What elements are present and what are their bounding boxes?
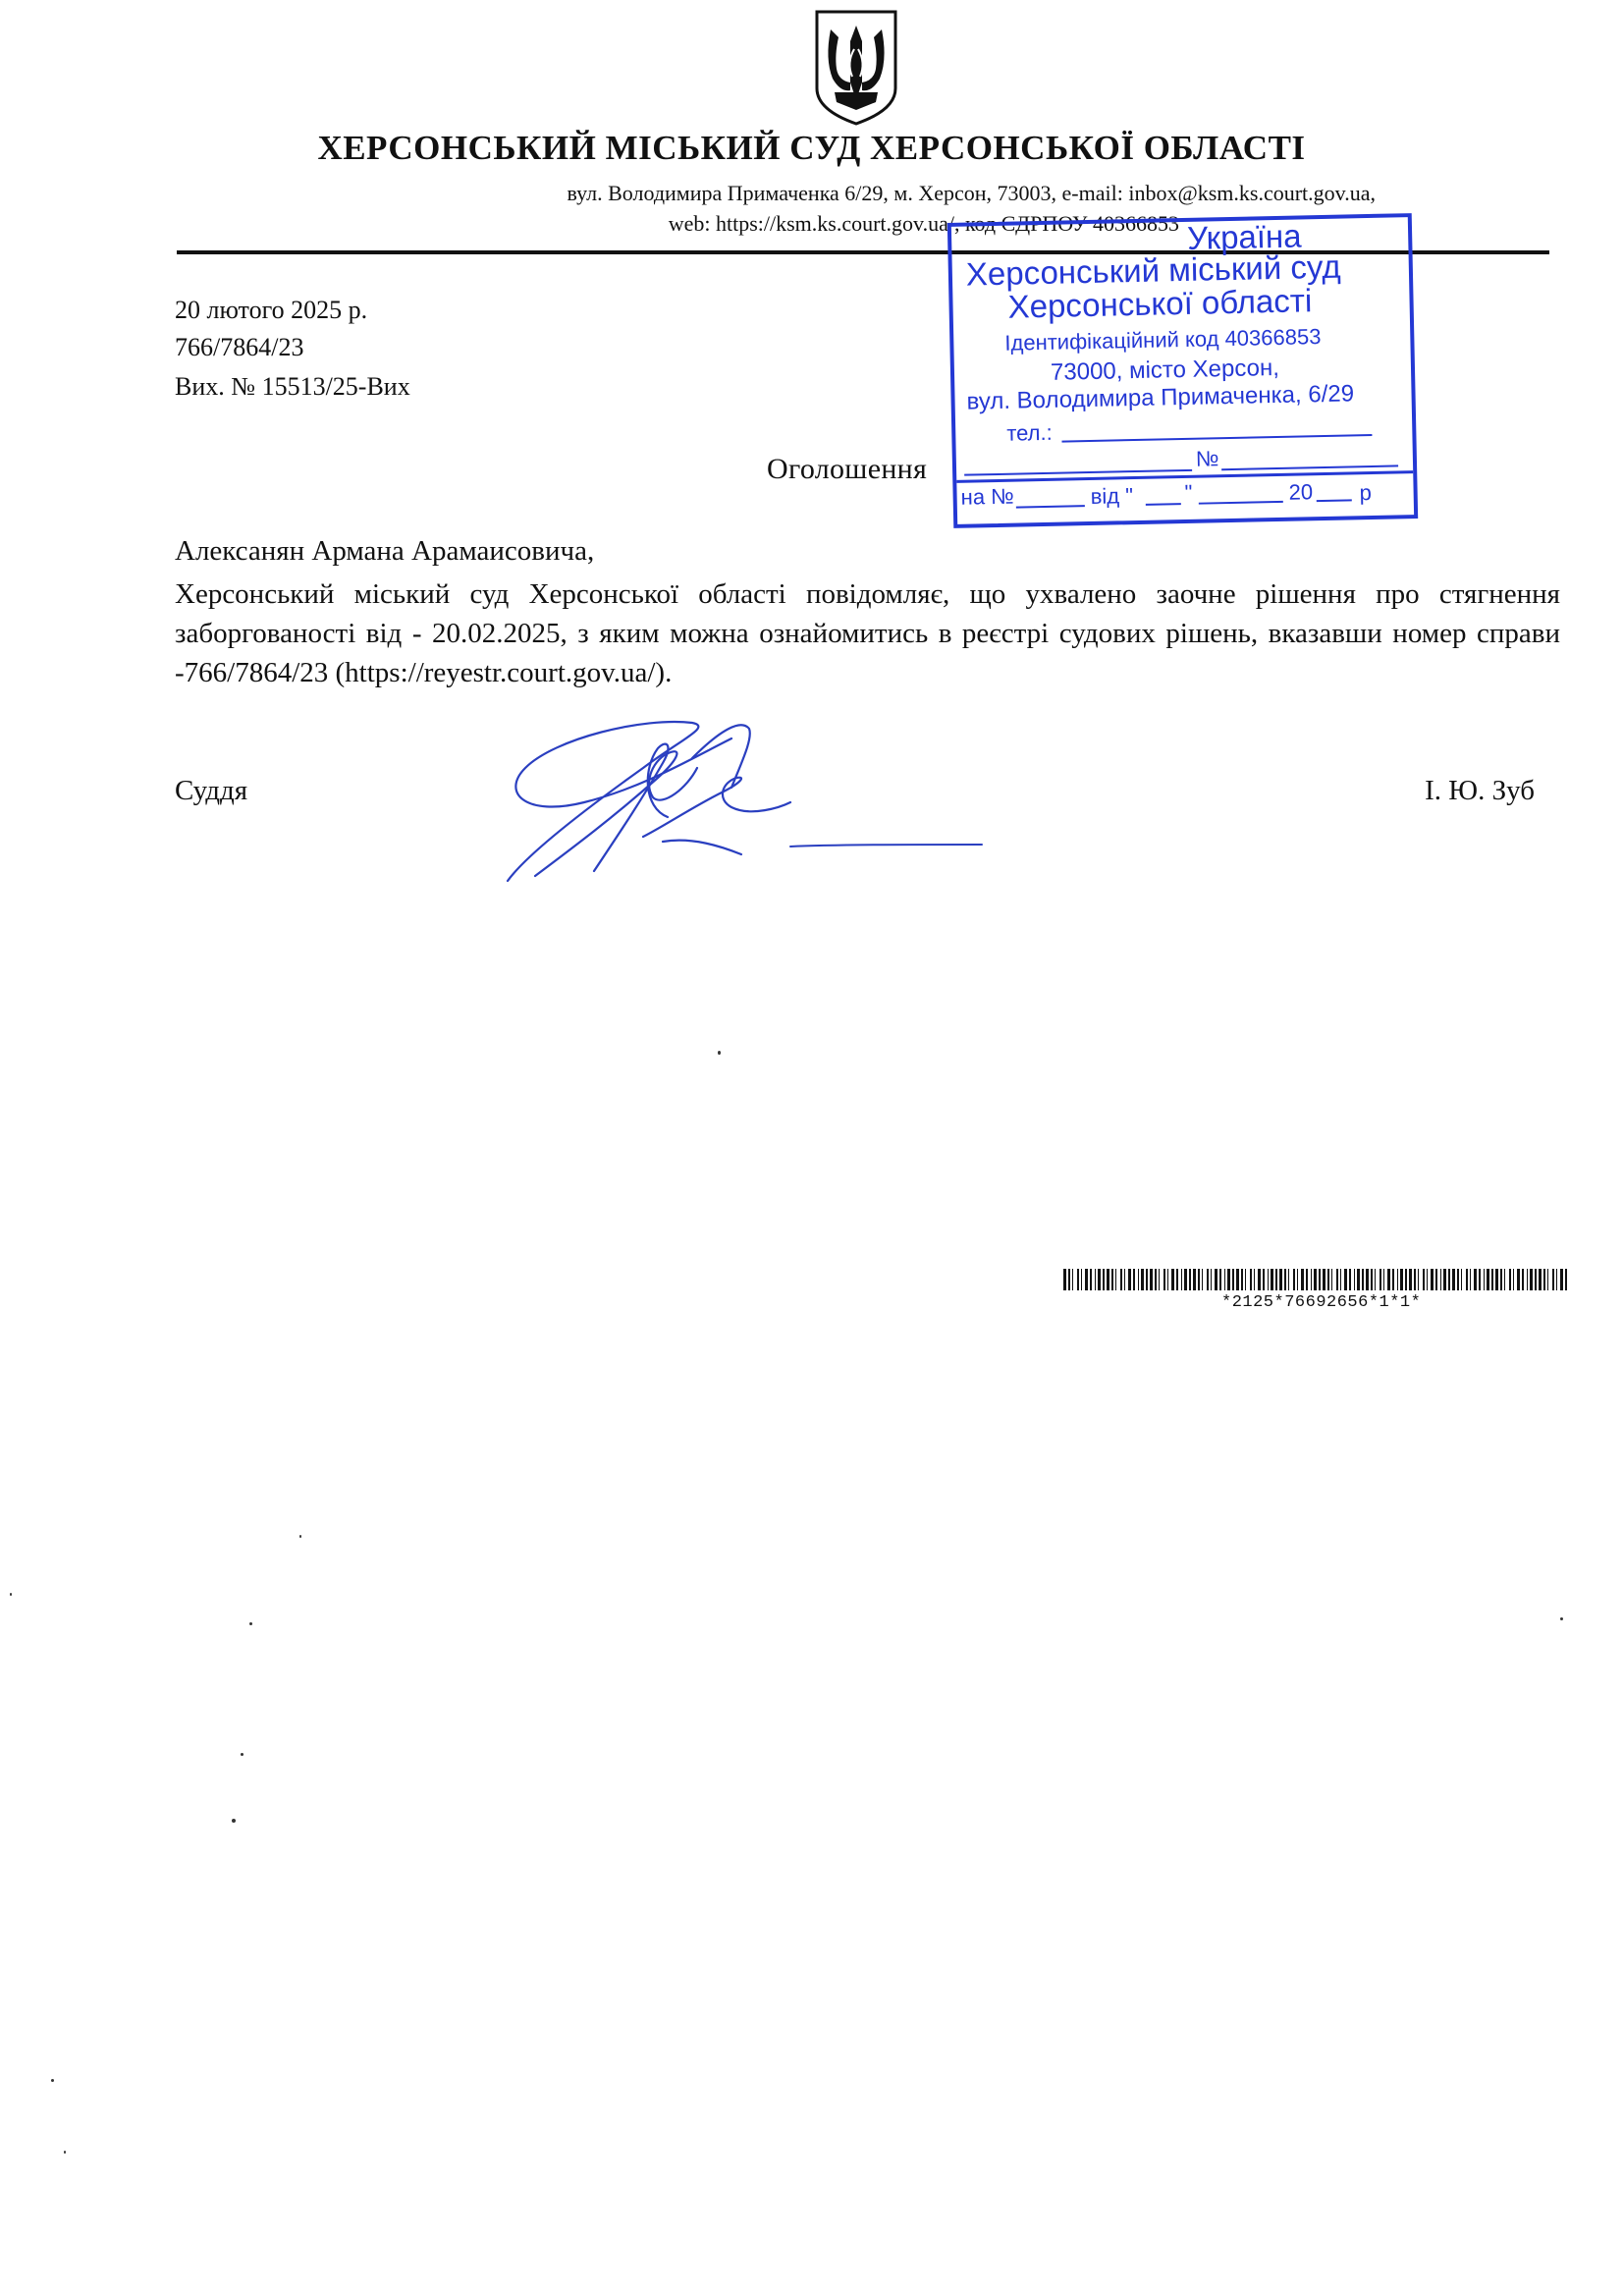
barcode-bar xyxy=(1254,1269,1255,1290)
scan-speck xyxy=(718,1051,721,1055)
barcode-bar xyxy=(1063,1269,1066,1290)
barcode-bar xyxy=(1176,1269,1178,1290)
outgoing-number: Вих. № 15513/25-Вих xyxy=(175,372,410,401)
barcode-bar xyxy=(1530,1269,1533,1290)
barcode-bar xyxy=(1301,1269,1304,1290)
stamp-phone-line xyxy=(1061,434,1372,443)
scan-speck xyxy=(299,1535,301,1538)
barcode-bar xyxy=(1159,1269,1160,1290)
scan-speck xyxy=(1560,1617,1563,1620)
stamp-ref-month-line xyxy=(1199,501,1283,505)
barcode-bar xyxy=(1236,1269,1239,1290)
barcode-bar xyxy=(1383,1269,1384,1290)
stamp-ref-from: від " xyxy=(1090,483,1134,509)
barcode-bar xyxy=(1268,1269,1269,1290)
addressee: Алексанян Армана Арамаисовича, xyxy=(175,535,595,567)
barcode-bar xyxy=(1387,1269,1390,1290)
barcode-bar xyxy=(1349,1269,1351,1290)
barcode-bar xyxy=(1311,1269,1312,1290)
scan-speck xyxy=(249,1622,252,1625)
barcode-bar xyxy=(1095,1269,1096,1290)
barcode-bar xyxy=(1331,1269,1332,1290)
barcode-bar xyxy=(1527,1269,1528,1290)
barcode-bar xyxy=(1443,1269,1446,1290)
barcode-bar xyxy=(1487,1269,1489,1290)
barcode-bar xyxy=(1427,1269,1428,1290)
barcode-bar xyxy=(1466,1269,1468,1290)
barcode-bar xyxy=(1128,1269,1131,1290)
judge-role-label: Суддя xyxy=(175,775,248,806)
barcode-bar xyxy=(1457,1269,1459,1290)
barcode-bar xyxy=(1522,1269,1524,1290)
scan-speck xyxy=(232,1819,236,1823)
barcode-bar xyxy=(1327,1269,1329,1290)
barcode-bar xyxy=(1357,1269,1360,1290)
stamp-ref-year-suffix: р xyxy=(1359,480,1373,506)
notice-body: Херсонський міський суд Херсонської області повідомляє, що ухвалено заочне рішення про стягнення заборгованості від - 20.02.2025, з яким можна ознайомитись в реєстрі судових рішень, вказавши номер справи -766/7864/23 (https://reyestr.court.gov.ua/). xyxy=(175,578,1560,688)
barcode-bar xyxy=(1539,1269,1542,1290)
barcode-bar xyxy=(1227,1269,1230,1290)
barcode-bar xyxy=(1565,1269,1567,1290)
barcode-bar xyxy=(1207,1269,1209,1290)
barcode-bar xyxy=(1271,1269,1273,1290)
barcode-bar xyxy=(1560,1269,1563,1290)
scan-speck xyxy=(241,1753,243,1756)
barcode-bar xyxy=(1340,1269,1341,1290)
barcode-bar xyxy=(1198,1269,1200,1290)
barcode-bar xyxy=(1336,1269,1338,1290)
barcode-bar xyxy=(1414,1269,1416,1290)
barcode-bar xyxy=(1090,1269,1092,1290)
barcode-bar xyxy=(1479,1269,1481,1290)
barcode-bar xyxy=(1297,1269,1298,1290)
barcode-bar xyxy=(1224,1269,1225,1290)
barcode-bar xyxy=(1219,1269,1221,1290)
barcode-bar xyxy=(1293,1269,1295,1290)
barcode-bar xyxy=(1115,1269,1116,1290)
barcode-bar xyxy=(1284,1269,1286,1290)
barcode-bar xyxy=(1474,1269,1477,1290)
barcode-bar xyxy=(1371,1269,1373,1290)
stamp-ref-day-line xyxy=(1146,503,1181,506)
barcode-bar xyxy=(1409,1269,1412,1290)
scan-speck xyxy=(51,2079,54,2082)
barcode-bar xyxy=(1504,1269,1505,1290)
barcode-bar xyxy=(1146,1269,1148,1290)
barcode-bar xyxy=(1098,1269,1101,1290)
barcode-bar xyxy=(1344,1269,1347,1290)
barcode-bar xyxy=(1263,1269,1265,1290)
ukraine-trident-emblem-icon xyxy=(811,8,901,128)
barcode-bar xyxy=(1163,1269,1165,1290)
court-web-line: web: https://ksm.ks.court.gov.ua/, код ЄДРПОУ 40366853 xyxy=(668,211,1179,236)
barcode-bar xyxy=(1500,1269,1502,1290)
barcode-bar xyxy=(1400,1269,1403,1290)
stamp-street: вул. Володимира Примаченка, 6/29 xyxy=(966,380,1355,415)
barcode-bar xyxy=(1133,1269,1135,1290)
barcode-bar xyxy=(1380,1269,1381,1290)
barcode-bar xyxy=(1288,1269,1289,1290)
barcode-bar xyxy=(1155,1269,1157,1290)
barcode-bar xyxy=(1072,1269,1073,1290)
stamp-region: Херсонської області xyxy=(1007,282,1313,325)
barcode-bar xyxy=(1495,1269,1498,1290)
barcode-bar xyxy=(1547,1269,1548,1290)
stamp-ref-year-line xyxy=(1317,499,1352,502)
barcode-bar xyxy=(1366,1269,1369,1290)
stamp-phone-label: тел.: xyxy=(1006,419,1053,446)
barcode-bar xyxy=(1111,1269,1113,1290)
document-date: 20 лютого 2025 р. xyxy=(175,296,368,324)
barcode-bar xyxy=(1081,1269,1082,1290)
barcode-bar xyxy=(1484,1269,1485,1290)
judge-name: І. Ю. Зуб xyxy=(1425,775,1535,806)
barcode-bar xyxy=(1085,1269,1088,1290)
barcode-bar xyxy=(1193,1269,1196,1290)
document-title: Оголошення xyxy=(767,453,928,485)
barcode-bar xyxy=(1279,1269,1282,1290)
barcode-bar xyxy=(1077,1269,1079,1290)
stamp-id-code: Ідентифікаційний код 40366853 xyxy=(1004,324,1322,355)
scan-speck xyxy=(64,2151,66,2154)
barcode-bar xyxy=(1509,1269,1511,1290)
barcode-bar xyxy=(1184,1269,1187,1290)
barcode-bar xyxy=(1202,1269,1203,1290)
barcode-bar xyxy=(1138,1269,1139,1290)
barcode-bar xyxy=(1535,1269,1537,1290)
case-number: 766/7864/23 xyxy=(175,333,304,361)
barcode-bar xyxy=(1448,1269,1450,1290)
barcode-bar xyxy=(1181,1269,1182,1290)
barcode-bar xyxy=(1068,1269,1070,1290)
barcode-bar xyxy=(1107,1269,1109,1290)
barcode-bar xyxy=(1250,1269,1252,1290)
stamp-number-line xyxy=(1221,465,1398,470)
stamp-ref-year: 20 xyxy=(1288,479,1314,505)
barcode-bar xyxy=(1215,1269,1217,1290)
barcode-bar xyxy=(1323,1269,1325,1290)
barcode-bar xyxy=(1211,1269,1212,1290)
barcode-bar xyxy=(1375,1269,1376,1290)
barcode-bar xyxy=(1189,1269,1191,1290)
barcode-bar xyxy=(1245,1269,1246,1290)
barcode-bar xyxy=(1141,1269,1144,1290)
barcode-bar xyxy=(1319,1269,1321,1290)
stamp-country: Україна xyxy=(1186,217,1302,256)
stamp-ref-prefix: на № xyxy=(960,483,1015,510)
barcode-bar xyxy=(1556,1269,1557,1290)
barcode-text: *2125*76692656*1*1* xyxy=(1221,1293,1422,1312)
stamp-court-name: Херсонський міський суд xyxy=(965,247,1341,293)
stamp-ref-line xyxy=(1016,505,1085,508)
stamp-number-label: № xyxy=(1195,446,1219,471)
barcode-bar xyxy=(1275,1269,1277,1290)
barcode-bar xyxy=(1258,1269,1261,1290)
barcode-bar xyxy=(1543,1269,1545,1290)
scan-speck xyxy=(10,1593,12,1596)
barcode-bar xyxy=(1461,1269,1462,1290)
barcode-bar xyxy=(1491,1269,1493,1290)
stamp-ref-quote: " xyxy=(1184,479,1193,505)
stamp-city: 73000, місто Херсон, xyxy=(1050,354,1280,386)
barcode-bar xyxy=(1232,1269,1234,1290)
court-address-line: вул. Володимира Примаченка 6/29, м. Херсон, 73003, e-mail: inbox@ksm.ks.court.gov.ua, xyxy=(567,181,1376,205)
barcode-bar xyxy=(1418,1269,1419,1290)
court-name-heading: ХЕРСОНСЬКИЙ МІСЬКИЙ СУД ХЕРСОНСЬКОЇ ОБЛАСТІ xyxy=(317,129,1306,167)
barcode-bar xyxy=(1405,1269,1407,1290)
barcode-bar xyxy=(1517,1269,1520,1290)
barcode-bar xyxy=(1435,1269,1437,1290)
barcode-bar xyxy=(1124,1269,1125,1290)
barcode-bar xyxy=(1306,1269,1308,1290)
barcode-bar xyxy=(1452,1269,1455,1290)
signature-icon xyxy=(496,709,987,886)
barcode-bar xyxy=(1120,1269,1122,1290)
barcode-bar xyxy=(1397,1269,1398,1290)
barcode-bar xyxy=(1470,1269,1471,1290)
barcode-bar xyxy=(1314,1269,1317,1290)
barcode-bar xyxy=(1423,1269,1425,1290)
barcode-bar xyxy=(1552,1269,1554,1290)
barcode-bar xyxy=(1167,1269,1168,1290)
barcode-bar xyxy=(1431,1269,1434,1290)
barcode-bar xyxy=(1171,1269,1174,1290)
barcode-bar xyxy=(1150,1269,1153,1290)
barcode-bar xyxy=(1354,1269,1355,1290)
court-stamp xyxy=(947,213,1418,528)
barcode-bar xyxy=(1241,1269,1243,1290)
barcode-bar xyxy=(1103,1269,1105,1290)
barcode-bar xyxy=(1362,1269,1364,1290)
barcode-bar xyxy=(1440,1269,1441,1290)
barcode-bar xyxy=(1513,1269,1514,1290)
barcode-icon xyxy=(1063,1269,1570,1290)
barcode-bar xyxy=(1392,1269,1394,1290)
